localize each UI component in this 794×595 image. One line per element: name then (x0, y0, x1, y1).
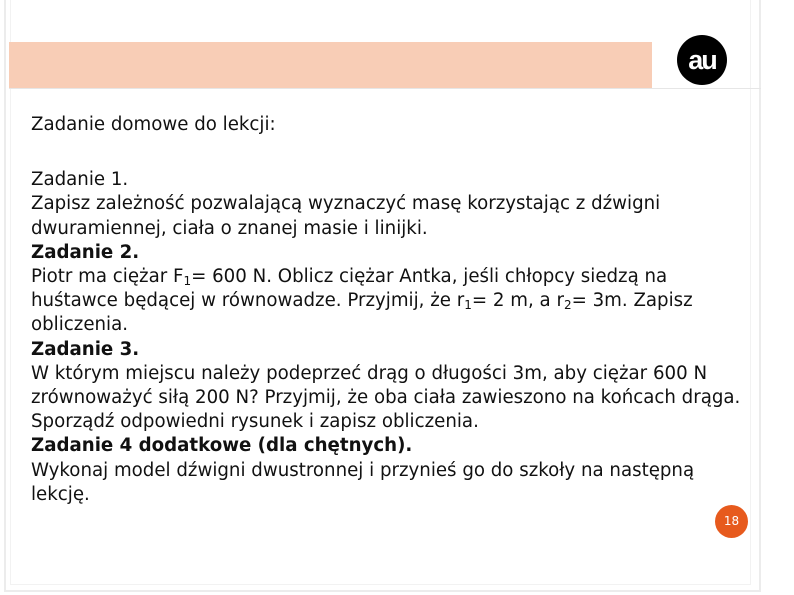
homework-heading: Zadanie domowe do lekcji: (31, 114, 276, 135)
task-1-body: Zapisz zależność pozwalającą wyznaczyć masę korzystając z dźwigni dwuramiennej, ciała o znanej masie i linijki. (31, 193, 661, 239)
task-1-title: Zadanie 1. (31, 169, 129, 191)
task-4-body: Wykonaj model dźwigni dwustronnej i przynieś go do szkoły na następną lekcję. (31, 459, 695, 505)
page-number-badge: 18 (715, 505, 748, 538)
slide-content (31, 113, 751, 507)
au-logo (676, 34, 728, 86)
header-bar (9, 42, 652, 88)
task-3-title: Zadanie 3. (31, 338, 140, 360)
task-4-title: Zadanie 4 dodatkowe (dla chętnych). (31, 435, 413, 457)
logo-text: au (688, 45, 716, 75)
task-3-body: W którym miejscu należy podeprzeć drąg o długości 3m, aby ciężar 600 N zrównoważyć siłą 200 N? Przyjmij, że oba ciała zawieszono na końcach drąga. Sporządź odpowiedni rysunek i zapisz obliczenia. (31, 362, 741, 433)
header-divider (9, 88, 761, 89)
task-2-title: Zadanie 2. (31, 241, 140, 263)
task-2-body: Piotr ma ciężar $F_1= 600$ N. Oblicz ciężar Antka, jeśli chłopcy siedzą na huśtawce będącej w równowadze. Przyjmij, że $r_1= 2$ m, a $r_2= 3m$. Zapisz obliczenia. (31, 266, 693, 336)
